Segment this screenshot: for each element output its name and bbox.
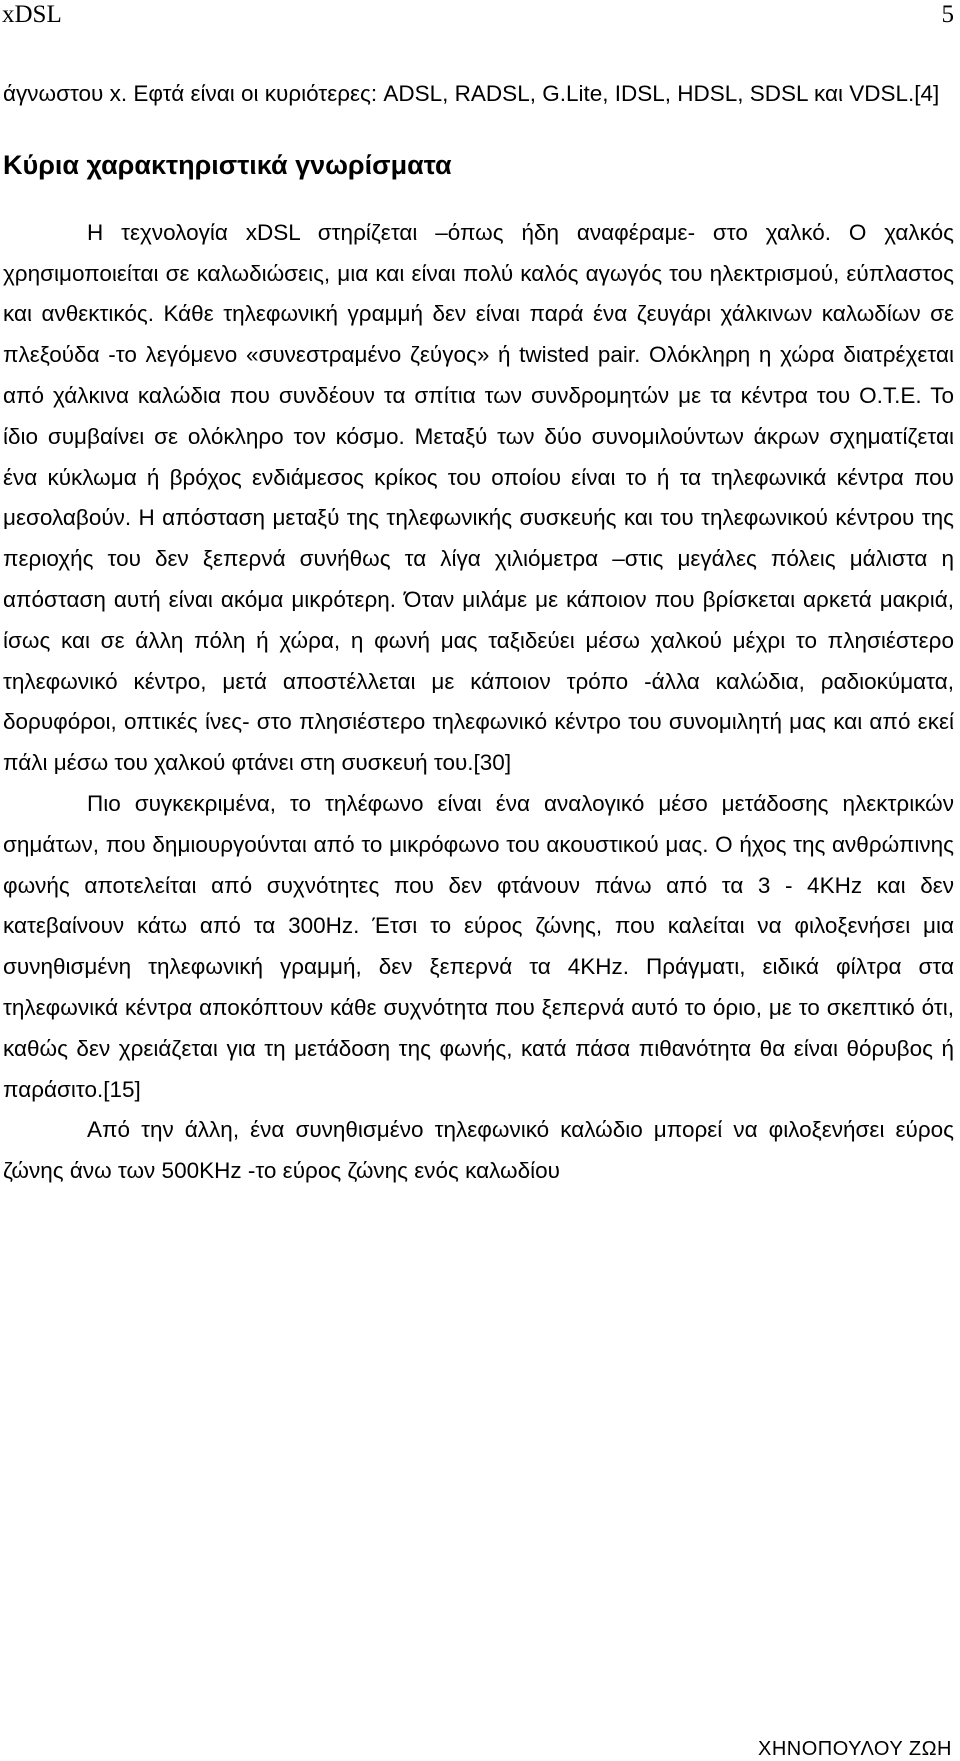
header-title: xDSL xyxy=(2,1,62,28)
paragraph-continued: άγνωστου x. Εφτά είναι οι κυριότερες: ADSL, RADSL, G.Lite, IDSL, HDSL, SDSL και VDSL.[4] xyxy=(3,81,940,106)
page-header xyxy=(2,0,954,34)
page-number: 5 xyxy=(941,1,954,28)
paragraph: Η τεχνολογία xDSL στηρίζεται –όπως ήδη αναφέραμε- στο χαλκό. Ο χαλκός χρησιμοποιείται σε καλωδιώσεις, μια και είναι πολύ καλός αγωγός του ηλεκτρισμού, εύπλαστος και ανθεκτικός. Κάθε τηλεφωνική γραμμή δεν είναι παρά ένα ζευγάρι χάλκινων καλωδίων σε πλεξούδα -το λεγόμενο «συνεστραμένο ζεύγος» ή twisted pair. Ολόκληρη η χώρα διατρέχεται από χάλκινα καλώδια που συνδέουν τα σπίτια των συνδρομητών με τα κέντρα του Ο.Τ.Ε. Το ίδιο συμβαίνει σε ολόκληρο τον κόσμο. Μεταξύ των δύο συνομιλούντων άκρων σχηματίζεται ένα κύκλωμα ή βρόχος ενδιάμεσος κρίκος του οποίου είναι το ή τα τηλεφωνικά κέντρα που μεσολαβούν. Η απόσταση μεταξύ της τηλεφωνικής συσκευής και του τηλεφωνικού κέντρου της περιοχής του δεν ξεπερνά συνήθως τα λίγα χιλιόμετρα –στις μεγάλες πόλεις μάλιστα η απόσταση αυτή είναι ακόμα μικρότερη. Όταν μιλάμε με κάποιον που βρίσκεται αρκετά μακριά, ίσως και σε άλλη πόλη ή χώρα, η φωνή μας ταξιδεύει μέσω χαλκού μέχρι το πλησιέστερο τηλεφωνικό κέντρο, μετά αποστέλλεται με κάποιον τρόπο -άλλα καλώδια, ραδιοκύματα, δορυφόροι, οπτικές ίνες- στο πλησιέστερο τηλεφωνικό κέντρο του συνομιλητή μας και από εκεί πάλι μέσω του χαλκού φτάνει στη συσκευή του.[30] xyxy=(3,219,960,776)
paragraph: Πιο συγκεκριμένα, το τηλέφωνο είναι ένα αναλογικό μέσο μετάδοσης ηλεκτρικών σημάτων, που δημιουργούνται από το μικρόφωνο του ακουστικού μας. Ο ήχος της ανθρώπινης φωνής αποτελείται από συχνότητες που δεν φτάνουν πάνω από τα 3 - 4KHz και δεν κατεβαίνουν κάτω από τα 300Hz. Έτσι το εύρος ζώνης, που καλείται να φιλοξενήσει μια συνηθισμένη τηλεφωνική γραμμή, δεν ξεπερνά τα 4KHz. Πράγματι, ειδικά φίλτρα στα τηλεφωνικά κέντρα αποκόπτουν κάθε συχνότητα που ξεπερνά αυτό το όριο, με το σκεπτικό ότι, καθώς δεν χρειάζεται για τη μετάδοση της φωνής, κατά πάσα πιθανότητα θα είναι θόρυβος ή παράσιτο.[15] xyxy=(3,790,960,1102)
page-footer-author: ΧΗΝΟΠΟΥΛΟΥ ΖΩΗ xyxy=(758,1738,952,1760)
page-body xyxy=(3,74,960,1192)
paragraph: Από την άλλη, ένα συνηθισμένο τηλεφωνικό καλώδιο μπορεί να φιλοξενήσει εύρος ζώνης άνω των 500KHz -το εύρος ζώνης ενός καλωδίου xyxy=(3,1117,960,1184)
section-heading: Κύρια χαρακτηριστικά γνωρίσματα xyxy=(3,149,452,180)
